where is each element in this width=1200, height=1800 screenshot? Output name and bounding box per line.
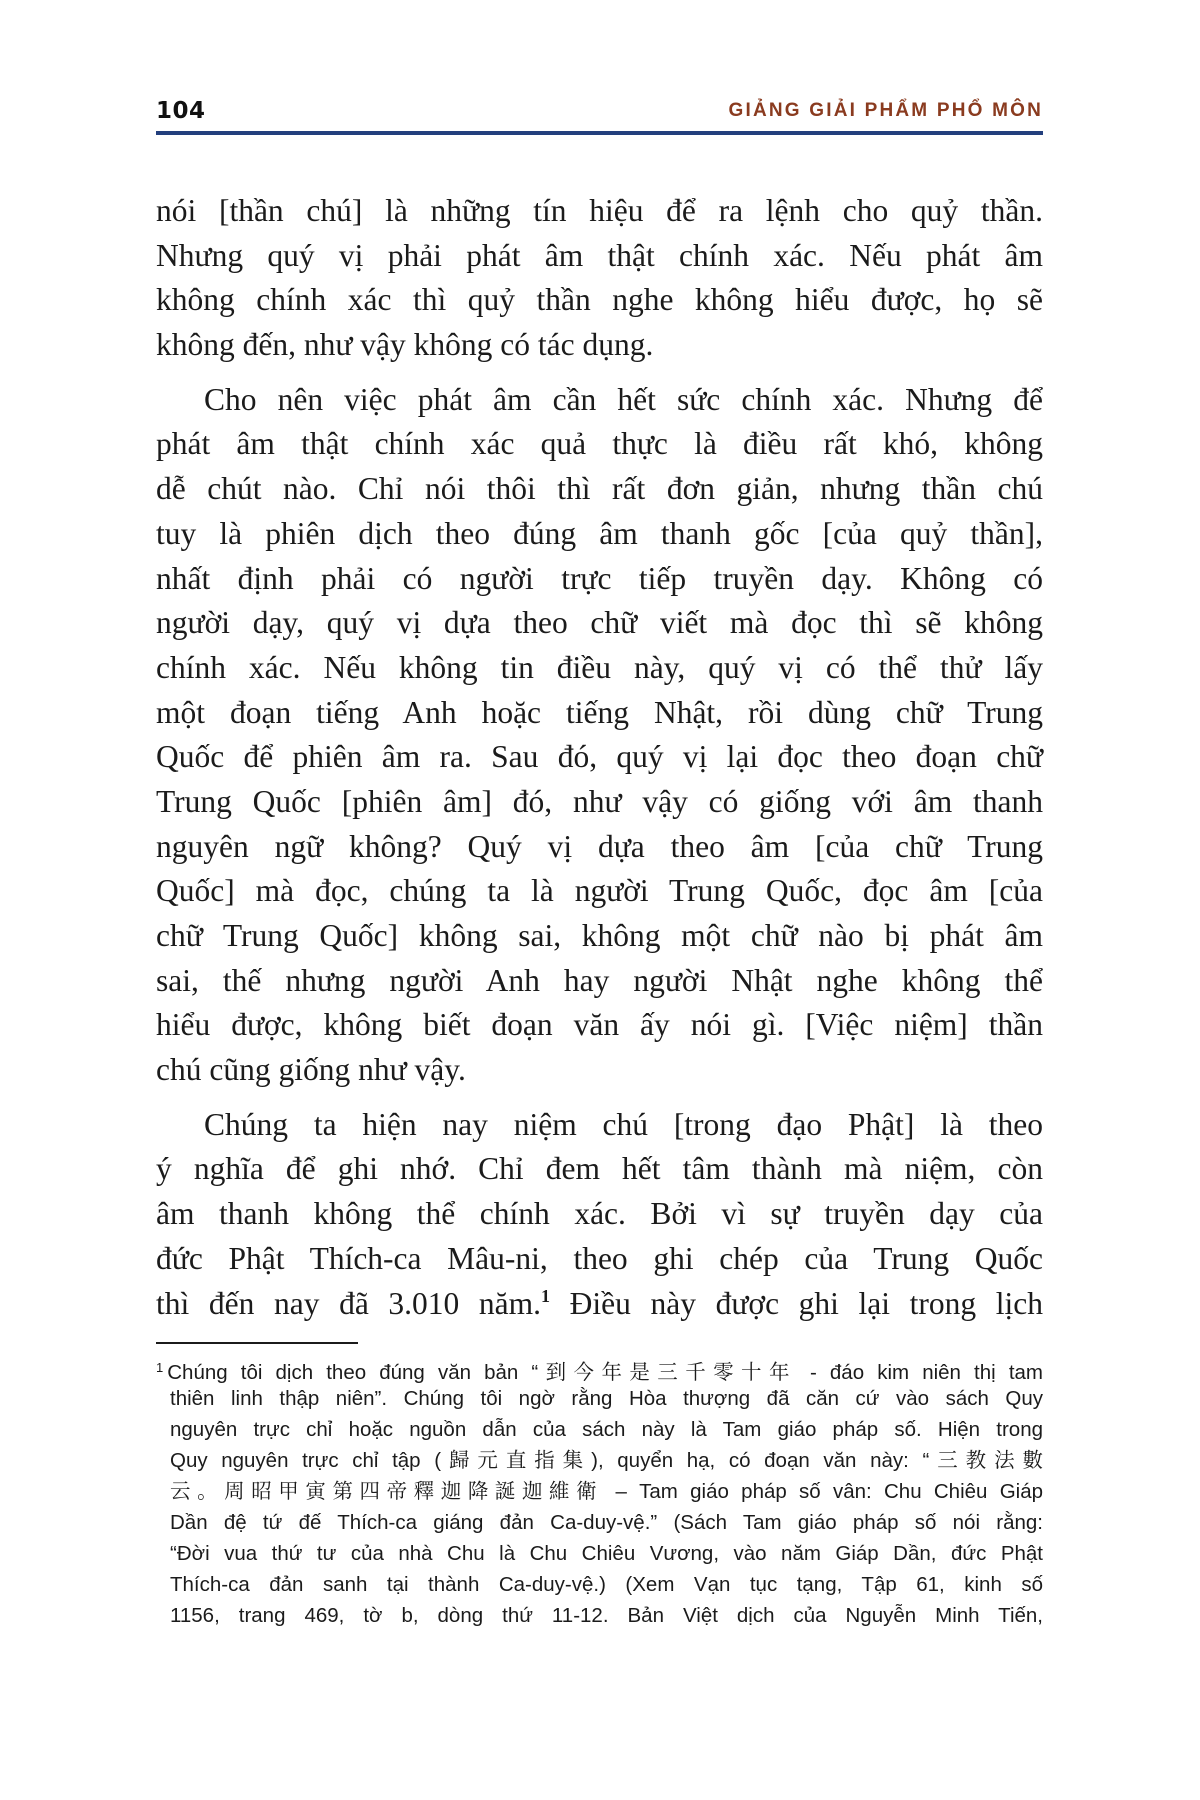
footnote-line: “Đời vua thứ tư của nhà Chu là Chu Chiêu Vương, vào năm Giáp Dần, đức Phật	[170, 1542, 1043, 1565]
footnote-line: Thích-ca đản sanh tại thành Ca-duy-vệ.) (Xem Vạn tục tạng, Tập 61, kinh số	[170, 1573, 1043, 1596]
text-line: nói [thần chú] là những tín hiệu để ra lệnh cho quỷ thần.	[156, 193, 1043, 228]
text-line: Quốc để phiên âm ra. Sau đó, quý vị lại đọc theo đoạn chữ	[156, 739, 1043, 775]
text-line: Quốc] mà đọc, chúng ta là người Trung Quốc, đọc âm [của	[156, 873, 1043, 909]
paragraph	[156, 189, 1043, 368]
text-line: sai, thế nhưng người Anh hay người Nhật nghe không thể	[156, 962, 1043, 998]
text-line: ý nghĩa để ghi nhớ. Chỉ đem hết tâm thành mà niệm, còn	[156, 1151, 1043, 1187]
footnote-line: $^1$ Chúng tôi dịch theo đúng văn bản “到今年是三千零十年 - đáo kim niên thị tam	[156, 1360, 1043, 1384]
text-line: người dạy, quý vị dựa theo chữ viết mà đọc thì sẽ không	[156, 605, 1043, 641]
footnote-line: 1156, trang 469, tờ b, dòng thứ 11-12. Bản Việt dịch của Nguyễn Minh Tiến,	[170, 1604, 1043, 1627]
text-line: Chúng ta hiện nay niệm chú [trong đạo Phật] là theo	[204, 1106, 1043, 1142]
text-line: Trung Quốc [phiên âm] đó, như vậy có giống với âm thanh	[156, 783, 1043, 819]
body-text	[156, 189, 1043, 1336]
text-line: chữ Trung Quốc] không sai, không một chữ nào bị phát âm	[156, 918, 1043, 953]
text-line: nhất định phải có người trực tiếp truyền dạy. Không có	[156, 560, 1043, 596]
text-line: đức Phật Thích-ca Mâu-ni, theo ghi chép của Trung Quốc	[156, 1240, 1043, 1276]
text-line: âm thanh không thể chính xác. Bởi vì sự truyền dạy của	[156, 1196, 1043, 1232]
text-line: thì đến nay đã 3.010 năm.$^1$ Điều này được ghi lại trong lịch	[156, 1285, 1043, 1321]
footnotes	[156, 1352, 1043, 1631]
page-header	[156, 96, 1043, 130]
text-line: một đoạn tiếng Anh hoặc tiếng Nhật, rồi dùng chữ Trung	[156, 694, 1043, 730]
text-line: không đến, như vậy không có tác dụng.	[156, 327, 654, 363]
text-line: nguyên ngữ không? Quý vị dựa theo âm [của chữ Trung	[156, 828, 1043, 864]
footnote-line: 云。周昭甲寅第四帝釋迦降誕迦維衛 – Tam giáo pháp số vân: Chu Chiêu Giáp	[170, 1480, 1043, 1503]
text-line: tuy là phiên dịch theo đúng âm thanh gốc [của quỷ thần],	[156, 515, 1043, 551]
footnote-line: Quy nguyên trực chỉ tập (歸元直指集), quyển hạ, có đoạn văn này: “三教法數	[170, 1449, 1043, 1472]
paragraph	[156, 378, 1043, 1093]
footnote-line: Dần đệ tứ đế Thích-ca giáng đản Ca-duy-vệ.” (Sách Tam giáo pháp số nói rằng:	[170, 1511, 1043, 1534]
text-line: Cho nên việc phát âm cần hết sức chính xác. Nhưng để	[204, 381, 1043, 417]
text-line: hiểu được, không biết đoạn văn ấy nói gì. [Việc niệm] thần	[156, 1007, 1043, 1043]
text-line: chính xác. Nếu không tin điều này, quý vị có thể thử lấy	[156, 649, 1043, 685]
footnote-rule	[156, 1342, 358, 1344]
paragraph	[156, 1103, 1043, 1326]
text-line: dễ chút nào. Chỉ nói thôi thì rất đơn giản, nhưng thần chú	[156, 471, 1043, 507]
footnote-line: nguyên trực chỉ hoặc nguồn dẫn của sách này là Tam giáo pháp số. Hiện trong	[170, 1418, 1043, 1441]
running-title: GIẢNG GIẢI PHẨM PHỔ MÔN	[728, 100, 1043, 121]
footnote-mark: 1	[156, 1360, 164, 1375]
header-rule	[156, 131, 1043, 135]
text-line: phát âm thật chính xác quả thực là điều rất khó, không	[156, 426, 1043, 462]
text-line: chú cũng giống như vậy.	[156, 1052, 466, 1088]
footnote-line: thiên linh thập niên”. Chúng tôi ngờ rằng Hòa thượng đã căn cứ vào sách Quy	[170, 1387, 1043, 1410]
footnote-reference[interactable]: 1	[541, 1285, 551, 1306]
text-line: Nhưng quý vị phải phát âm thật chính xác. Nếu phát âm	[156, 237, 1043, 273]
text-line: không chính xác thì quỷ thần nghe không hiểu được, họ sẽ	[156, 282, 1043, 318]
page-number: 104	[156, 98, 206, 124]
